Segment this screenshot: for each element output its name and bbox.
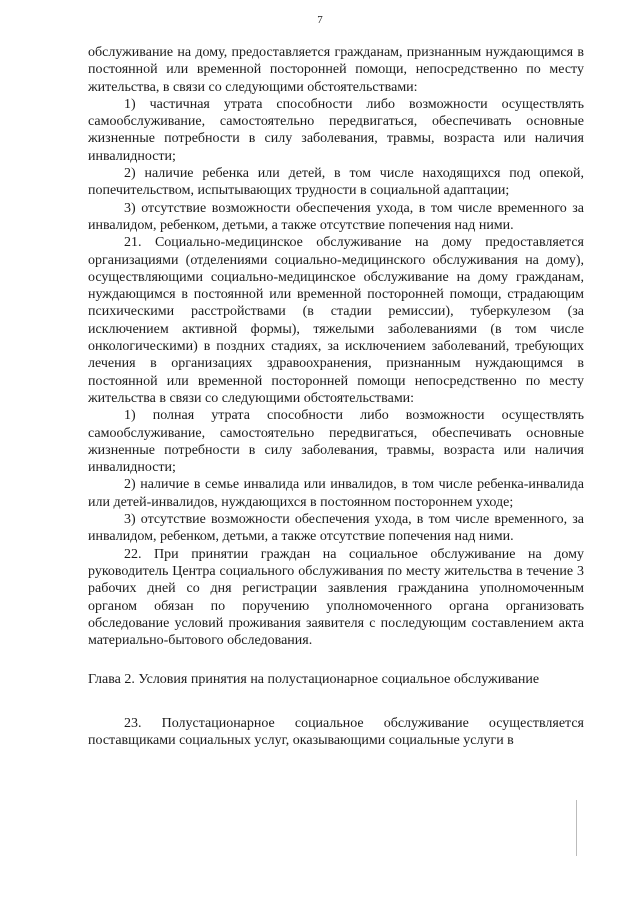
- list-item-2: 2) наличие ребенка или детей, в том числе находящихся под опекой, попечительством, испытывающих трудности в социальной адаптации;: [88, 166, 584, 199]
- list-item-3: 3) отсутствие возможности обеспечения ухода, в том числе временного, за инвалидом, ребенком, детьми, а также отсутствие попечения над ними.: [88, 512, 584, 545]
- document-body: [88, 44, 584, 749]
- chapter-heading: Глава 2. Условия принятия на полустационарное социальное обслуживание: [88, 672, 540, 688]
- paragraph-23: 23. Полустационарное социальное обслуживание осуществляется поставщиками социальных услуг, оказывающими социальные услуги в: [88, 715, 584, 748]
- list-item-2: 2) наличие в семье инвалида или инвалидов, в том числе ребенка-инвалида или детей-инвалидов, нуждающихся в постоянном постороннем уходе;: [88, 477, 584, 510]
- scan-artifact-line: [576, 800, 577, 856]
- paragraph-continuation: обслуживание на дому, предоставляется гражданам, признанным нуждающимся в постоянной или временной посторонней помощи, непосредственно по месту жительства, в связи со следующими обстоятельствами:: [88, 45, 584, 95]
- list-item-3: 3) отсутствие возможности обеспечения ухода, в том числе временного за инвалидом, ребенком, детьми, а также отсутствие попечения над ними.: [88, 200, 584, 233]
- page-number: 7: [317, 14, 323, 26]
- paragraph-21: 21. Социально-медицинское обслуживание на дому предоставляется организациями (отделениями социально-медицинского обслуживания на дому), осуществляющими социально-медицинское обслуживание на дому гражданам, нуждающимся в постоянной или временной посторонней помощи, страдающим психическими расстройствами (в стадии ремиссии), туберкулезом (за исключением активной формы), тяжелыми заболеваниями (в том числе онкологическими) в поздних стадиях, за исключением заболеваний, требующих лечения в организациях здравоохранения, признанным нуждающимся в постоянной или временной посторонней помощи непосредственно по месту жительства в связи со следующими обстоятельствами:: [88, 235, 584, 406]
- list-item-1: 1) полная утрата способности либо возможности осуществлять самообслуживание, самостоятельно передвигаться, обеспечивать основные жизненные потребности в силу заболевания, травмы, возраста или наличия инвалидности;: [88, 408, 584, 476]
- list-item-1: 1) частичная утрата способности либо возможности осуществлять самообслуживание, самостоятельно передвигаться, обеспечивать основные жизненные потребности в силу заболевания, травмы, возраста или наличия инвалидности;: [88, 96, 584, 164]
- paragraph-22: 22. При принятии граждан на социальное обслуживание на дому руководитель Центра социального обслуживания по месту жительства в течение 3 рабочих дней со дня регистрации заявления гражданина уполномоченным органом обязан по поручению уполномоченного органа организовать обследование условий проживания заявителя с последующим составлением акта материально-бытового обследования.: [88, 546, 584, 649]
